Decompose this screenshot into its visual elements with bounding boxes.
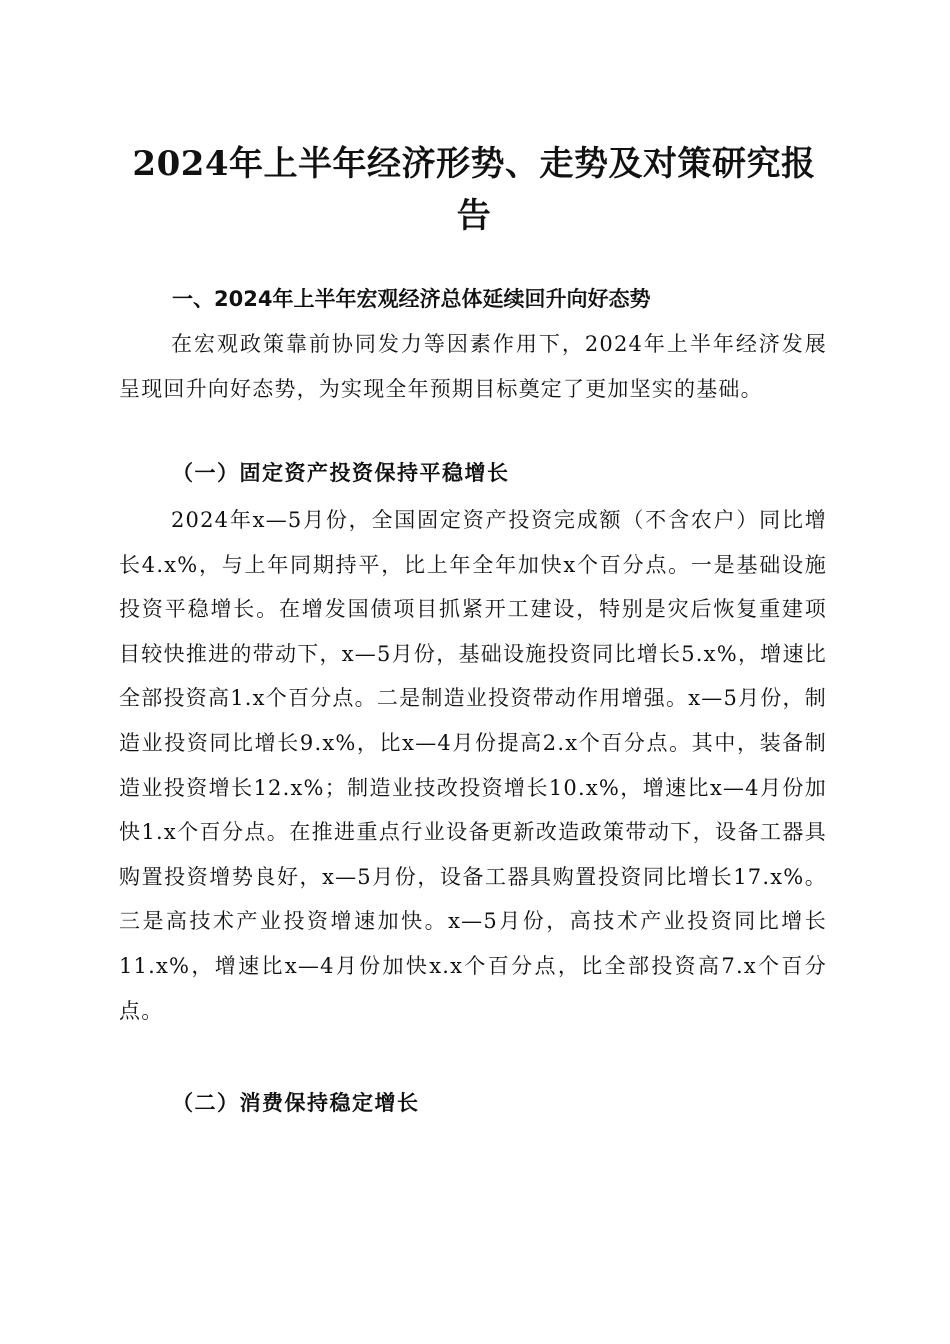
subsection-heading-consumption: （二）消费保持稳定增长 — [172, 1090, 420, 1115]
section-intro-paragraph: 在宏观政策靠前协同发力等因素作用下，2024年上半年经济发展呈现回升向好态势，为实现全年预期目标奠定了更加坚实的基础。 — [119, 332, 827, 401]
investment-paragraph: 2024年x—5月份，全国固定资产投资完成额（不含农户）同比增长4.x%，与上年同期持平，比上年全年加快x个百分点。一是基础设施投资平稳增长。在增发国债项目抓紧开工建设，特别是灾后恢复重建项目较快推进的带动下，x—5月份，基础设施投资同比增长5.x%，增速比全部投资高1.x个百分点。二是制造业投资带动作用增强。x—5月份，制造业投资同比增长9.x%，比x—4月份提高2.x个百分点。其中，装备制造业投资增长12.x%；制造业技改投资增长10.x%，增速比x—4月份加快1.x个百分点。在推进重点行业设备更新改造政策带动下，设备工器具购置投资增势良好，x—5月份，设备工器具购置投资同比增长17.x%。三是高技术产业投资增速加快。x—5月份，高技术产业投资同比增长11.x%，增速比x—4月份加快x.x个百分点，比全部投资高7.x个百分点。 — [119, 508, 827, 1023]
section-heading: 一、2024年上半年宏观经济总体延续回升向好态势 — [172, 287, 651, 311]
document-title: 2024年上半年经济形势、走势及对策研究报告 — [132, 144, 816, 236]
subsection-heading-investment: （一）固定资产投资保持平稳增长 — [172, 460, 510, 485]
